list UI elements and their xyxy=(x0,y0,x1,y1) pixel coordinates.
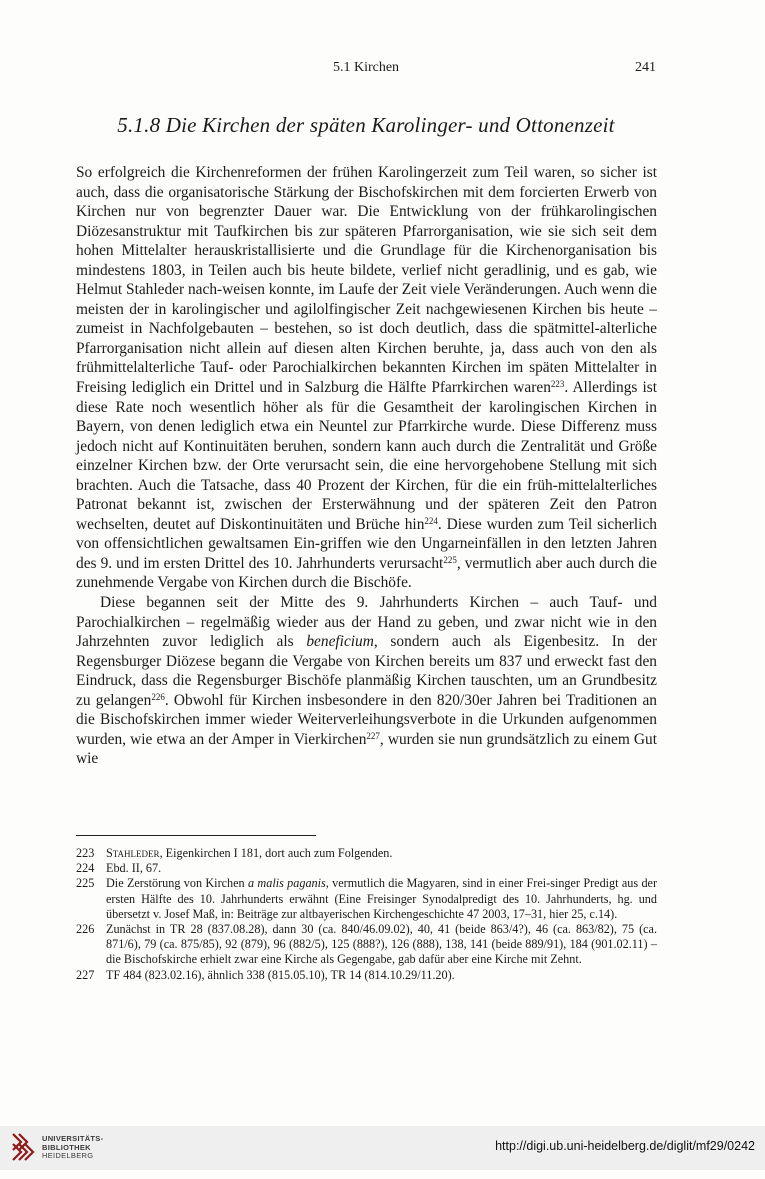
footnote-italic: a malis paganis xyxy=(247,876,326,891)
footnote-author: Stahleder xyxy=(106,846,160,860)
footnote-number: 225 xyxy=(76,876,95,891)
footnote-number: 223 xyxy=(76,846,95,860)
body-text xyxy=(76,163,657,769)
footnote-ref-225[interactable]: 225 xyxy=(443,554,457,565)
viewer-footer xyxy=(0,1126,765,1170)
footnote-ref-224[interactable]: 224 xyxy=(424,515,438,526)
text-run: , wurden sie nun grundsätzlich zu einem Gut wie xyxy=(76,730,657,768)
library-logo[interactable] xyxy=(10,1130,103,1166)
footnote-text xyxy=(106,846,657,861)
footnote-ref-227[interactable]: 227 xyxy=(366,730,380,741)
footnote-223 xyxy=(76,846,657,861)
text-run: . Allerdings ist diese Rate noch wesentlich höher als für die Gesamtheit der karolingischen Kirchen in Bayern, von denen lediglich etwa ein Neuntel zur Pfarrkirche wurde. Diese Differenz muss jedoch nicht auf Kontinuitäten beruhen, sondern kann auch durch die Zentralität und Größe einzelner Kirchen bzw. der Orte verursacht sein, die eine hervorgehobene Stellung mit sich brachten. Auch die Tatsache, dass 40 Prozent der Kirchen, für die ein früh-mittelalterliches Patronat bekannt ist, zwischen der Ersterwähnung und der späteren Zeit den Patron wechselten, deutet auf Diskontinuitäten und Brüche hin xyxy=(76,379,657,533)
text-run: So erfolgreich die Kirchenreformen der frühen Karolingerzeit zum Teil waren, so sicher ist auch, dass die organisatorische Stärkung der Bischofskirchen mit dem forcierten Erwerb von Kirchen nur von begrenzter Dauer war. Die Entwicklung von der frühkarolingischen Diözesanstruktur mit Taufkirchen bis zur späteren Pfarrorganisation, wie sie sich seit dem hohen Mittelalter herauskristallisierte und die Grundlage für die Kirchenorganisation bis mindestens 1803, in Teilen auch bis heute bildete, verlief nicht geradlinig, und es gab, wie Helmut Stahleder nach-weisen konnte, im Laufe der Zeit viele Veränderungen. Auch wenn die meisten der in karolingischer und agilolfingischer Zeit nachgewiesenen Kirchen bis heute – zumeist in Nachfolgebauten – bestehen, so ist doch deutlich, dass die spätmittel-alterliche Pfarrorganisation nicht allein auf diesen alten Kirchen beruhte, ja, dass auch von den als frühmittelalterliche Tauf- oder Parochialkirchen bekannten Kirchen im späten Mittelalter in Freising lediglich ein Drittel und in Salzburg die Hälfte Pfarrkirchen waren xyxy=(76,164,657,397)
paragraph-2 xyxy=(76,593,657,769)
italic-term: beneficium xyxy=(306,633,374,651)
logo-line: BIBLIOTHEK xyxy=(42,1142,91,1152)
text-run: , vermutlich aber auch durch die zunehmende Vergabe von Kirchen durch die Bischöfe. xyxy=(76,554,658,592)
footnote-number: 226 xyxy=(76,922,95,937)
text-run: Diese begannen seit der Mitte des 9. Jahrhunderts Kirchen – auch Tauf- und Parochialkirchen – regelmäßig wieder aus der Hand zu geben, und zwar nicht wie in den Jahrzehnten zuvor lediglich als xyxy=(76,594,657,651)
footnote-226 xyxy=(76,922,657,968)
footnote-ref-226[interactable]: 226 xyxy=(151,691,165,702)
footnote-divider xyxy=(76,835,316,836)
running-head xyxy=(76,60,656,84)
footnote-text xyxy=(106,876,657,922)
footnote-text: Zunächst in TR 28 (837.08.28), dann 30 (ca. 840/46.09.02), 40, 41 (beide 863/4?), 46 (ca. 863/82), 75 (ca. 871/6), 79 (ca. 875/85), 92 (879), 96 (882/5), 125 (888?), 126 (888), 138, 141 (beide 889/91), 184 (901.02.11) – die Bischofskirche erhielt zwar eine Kirche als Gegengabe, gab dafür aber eine Kirche mit Zehnt. xyxy=(106,922,657,967)
footnote-ref-223[interactable]: 223 xyxy=(550,379,565,390)
text-run: . Obwohl für Kirchen insbesondere in den 820/30er Jahren bei Traditionen an die Bischofskirchen immer wieder Weiterverleihungsverbote in die Urkunden aufgenommen wurden, wie etwa an der Amper in Vierkirchen xyxy=(76,691,657,748)
paragraph-1 xyxy=(76,163,657,593)
footnote-text-run: Die Zerstörung von Kirchen xyxy=(106,876,248,891)
logo-line: HEIDELBERG xyxy=(42,1151,94,1161)
library-logo-icon xyxy=(10,1130,38,1166)
footnote-text-run: , Eigenkirchen I 181, dort auch zum Folgenden. xyxy=(159,846,393,860)
running-head-section: 5.1 Kirchen xyxy=(332,60,400,75)
text-run: , sondern auch als Eigenbesitz. In der Regensburger Diözese begann die Vergabe von Kirchen bereits um 837 und erweckt fast den Eindruck, dass die Regensburger Bischöfe planmäßig Kirchen tauschten, um an Grundbesitz zu gelangen xyxy=(76,633,657,709)
text-run: . Diese wurden zum Teil sicherlich von offensichtlichen gewaltsamen Ein-griffen wie den Ungarneinfällen in den letzten Jahren des 9. und im ersten Drittel des 10. Jahrhunderts verursacht xyxy=(76,515,657,572)
footnote-225 xyxy=(76,876,657,922)
footnote-number: 224 xyxy=(76,861,95,876)
section-heading: 5.1.8 Die Kirchen der späten Karolinger- und Ottonenzeit xyxy=(117,113,615,137)
library-logo-text xyxy=(42,1135,103,1161)
footnote-227 xyxy=(76,968,657,983)
logo-line: UNIVERSITÄTS- xyxy=(42,1134,104,1144)
footnote-text: Ebd. II, 67. xyxy=(106,861,162,876)
page-number: 241 xyxy=(635,60,656,75)
footnote-number: 227 xyxy=(76,967,95,982)
footnote-224 xyxy=(76,861,657,876)
permalink-url[interactable]: http://digi.ub.uni-heidelberg.de/diglit/mf29/0242 xyxy=(495,1139,755,1153)
footnote-text: TF 484 (823.02.16), ähnlich 338 (815.05.10), TR 14 (814.10.29/11.20). xyxy=(106,967,455,982)
footnotes xyxy=(76,846,657,983)
footnote-text-run: , vermutlich die Magyaren, sind in einer Frei-singer Predigt aus der ersten Hälfte des 10. Jahrhunderts erwähnt (Eine Freisinger Synodalpredigt des 10. Jahrhunderts, hg. und übersetzt v. Josef Maß, in: Beiträge zur altbayerischen Kirchengeschichte 47 2003, 17–31, hier 25, c.14). xyxy=(106,876,658,921)
